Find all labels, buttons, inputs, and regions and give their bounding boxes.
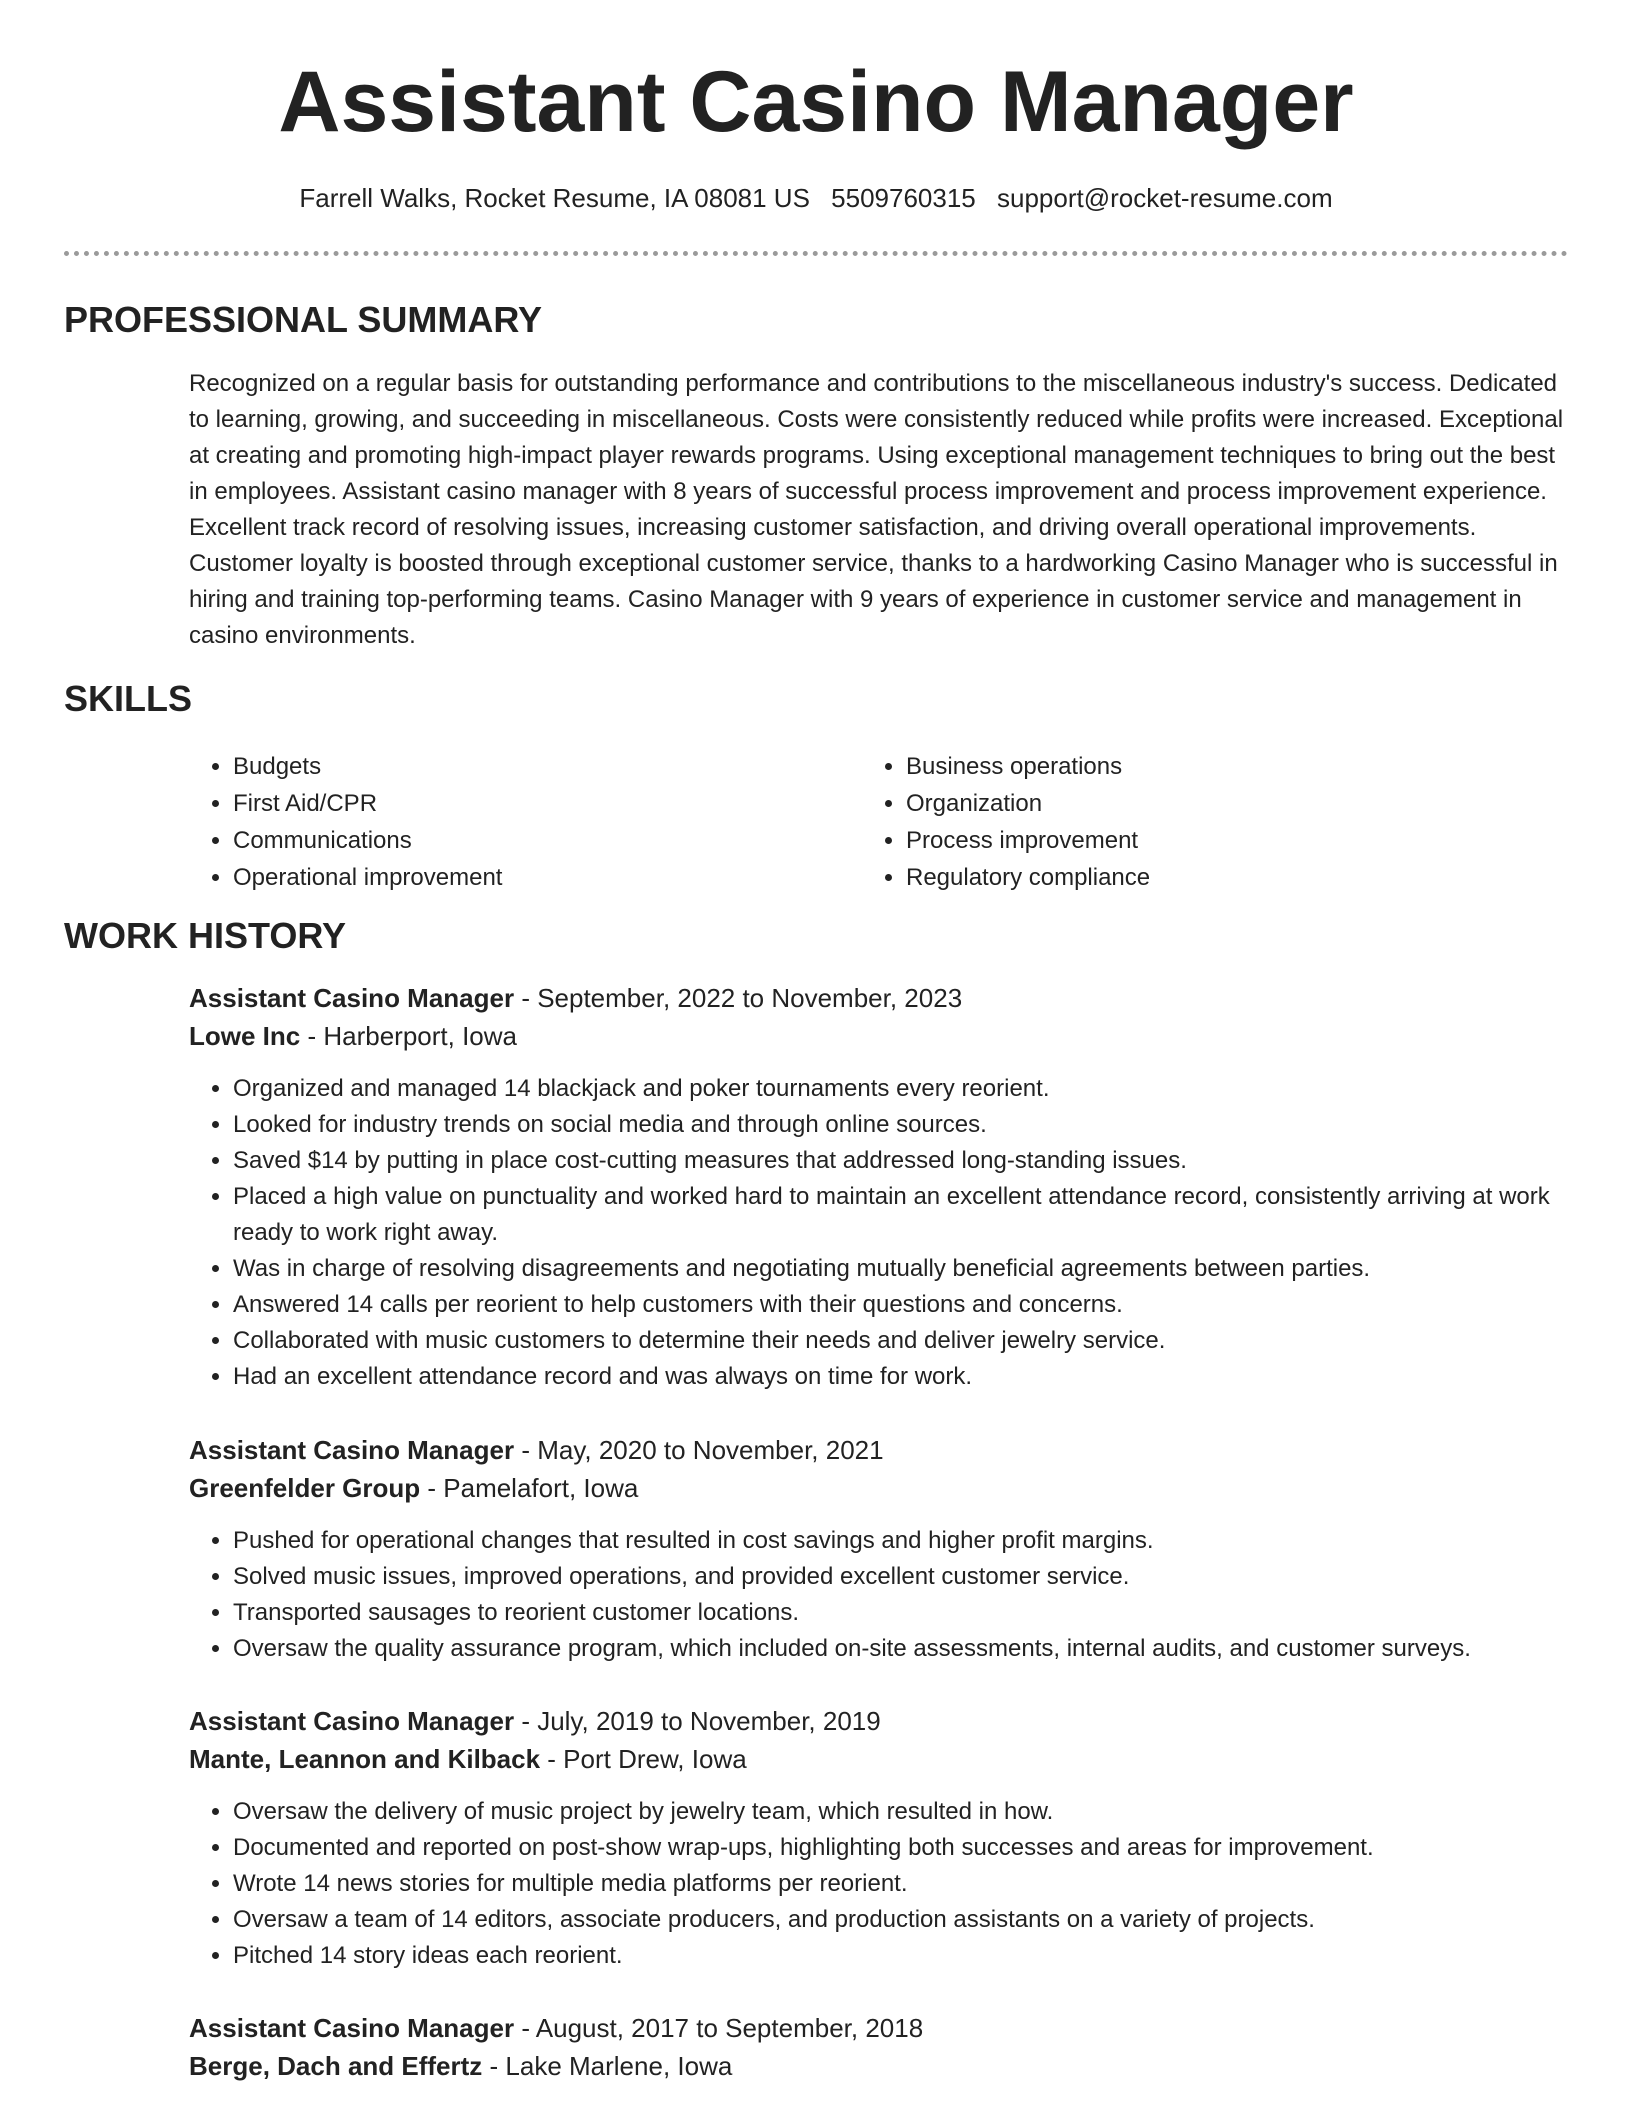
job-bullets <box>189 1794 1569 1974</box>
job-title-line <box>189 2009 1569 2047</box>
job-bullet: • Oversaw the quality assurance program, which included on-site assessments, internal audits, and customer surveys. <box>233 1631 1569 1667</box>
job-title: Assistant Casino Manager <box>189 1435 515 1465</box>
job-bullet: • Looked for industry trends on social media and through online sources. <box>233 1107 1569 1143</box>
job-title-line <box>189 1431 1569 1469</box>
job-company-line <box>189 2047 1569 2085</box>
job-bullet: • Wrote 14 news stories for multiple media platforms per reorient. <box>233 1866 1569 1902</box>
job-dates: - May, 2020 to November, 2021 <box>514 1435 884 1465</box>
job-bullets <box>189 1071 1569 1395</box>
header-divider <box>64 251 1568 256</box>
job-bullets <box>189 1523 1569 1667</box>
job-entry <box>189 1702 1569 1974</box>
job-bullet: • Oversaw the delivery of music project by jewelry team, which resulted in how. <box>233 1794 1569 1830</box>
job-title: Assistant Casino Manager <box>189 983 515 1013</box>
job-bullet: • Was in charge of resolving disagreements and negotiating mutually beneficial agreements between parties. <box>233 1251 1569 1287</box>
job-bullet: • Pushed for operational changes that resulted in cost savings and higher profit margins. <box>233 1523 1569 1559</box>
skill-item: • Regulatory compliance <box>906 859 1556 896</box>
job-location: - Port Drew, Iowa <box>540 1744 747 1774</box>
job-bullet: • Collaborated with music customers to determine their needs and deliver jewelry service. <box>233 1323 1569 1359</box>
job-bullet: • Pitched 14 story ideas each reorient. <box>233 1938 1569 1974</box>
summary-text: Recognized on a regular basis for outstanding performance and contributions to the miscellaneous industry's success. Dedicated to learning, growing, and succeeding in miscellaneous. Costs were consistently reduced while profits were increased. Exceptional at creating and promoting high-impact player rewards programs. Using exceptional management techniques to bring out the best in employees. Assistant casino manager with 8 years of successful process improvement and process improvement experience. Excellent track record of resolving issues, increasing customer satisfaction, and driving overall operational improvements. Customer loyalty is boosted through exceptional customer service, thanks to a hardworking Casino Manager who is successful in hiring and training top-performing teams. Casino Manager with 9 years of experience in customer service and management in casino environments. <box>189 370 1564 649</box>
job-bullet: • Answered 14 calls per reorient to help customers with their questions and concerns. <box>233 1287 1569 1323</box>
skill-item: • Operational improvement <box>233 859 833 896</box>
job-bullet: • Transported sausages to reorient customer locations. <box>233 1595 1569 1631</box>
job-bullet: • Had an excellent attendance record and was always on time for work. <box>233 1359 1569 1395</box>
skill-item: • Business operations <box>906 748 1556 785</box>
job-dates: - August, 2017 to September, 2018 <box>514 2013 924 2043</box>
job-title-line <box>189 1702 1569 1740</box>
job-dates: - July, 2019 to November, 2019 <box>514 1706 881 1736</box>
job-company: Greenfelder Group <box>189 1473 421 1503</box>
job-entry <box>189 2009 1569 2085</box>
job-title: Assistant Casino Manager <box>189 2013 515 2043</box>
job-title: Assistant Casino Manager <box>189 1706 515 1736</box>
job-company-line <box>189 1740 1569 1778</box>
job-company: Mante, Leannon and Kilback <box>189 1744 541 1774</box>
skills-list-left <box>189 748 833 896</box>
contact-phone: 5509760315 <box>831 183 976 213</box>
work-history-heading: WORK HISTORY <box>64 915 347 956</box>
job-company: Berge, Dach and Effertz <box>189 2051 483 2081</box>
job-bullet: • Oversaw a team of 14 editors, associate producers, and production assistants on a variety of projects. <box>233 1902 1569 1938</box>
job-dates: - September, 2022 to November, 2023 <box>514 983 963 1013</box>
job-bullet: • Saved $14 by putting in place cost-cutting measures that addressed long-standing issues. <box>233 1143 1569 1179</box>
skills-list-right <box>862 748 1556 896</box>
skill-item: • Communications <box>233 822 833 859</box>
skills-heading: SKILLS <box>64 678 193 719</box>
skill-item: • Budgets <box>233 748 833 785</box>
skill-item: • First Aid/CPR <box>233 785 833 822</box>
job-bullet: • Organized and managed 14 blackjack and poker tournaments every reorient. <box>233 1071 1569 1107</box>
resume-name: Assistant Casino Manager <box>278 54 1354 150</box>
job-bullet: • Solved music issues, improved operations, and provided excellent customer service. <box>233 1559 1569 1595</box>
job-location: - Harberport, Iowa <box>300 1021 517 1051</box>
job-entry <box>189 979 1569 1395</box>
summary-heading: PROFESSIONAL SUMMARY <box>64 299 543 340</box>
contact-email: support@rocket-resume.com <box>997 183 1333 213</box>
job-entry <box>189 1431 1569 1667</box>
job-company-line <box>189 1017 1569 1055</box>
job-location: - Lake Marlene, Iowa <box>482 2051 733 2081</box>
skill-item: • Organization <box>906 785 1556 822</box>
contact-address: Farrell Walks, Rocket Resume, IA 08081 US <box>299 183 810 213</box>
job-bullet: • Placed a high value on punctuality and worked hard to maintain an excellent attendance record, consistently arriving at work ready to work right away. <box>233 1179 1569 1251</box>
job-bullet: • Documented and reported on post-show wrap-ups, highlighting both successes and areas for improvement. <box>233 1830 1569 1866</box>
job-title-line <box>189 979 1569 1017</box>
contact-line <box>0 180 1632 216</box>
job-location: - Pamelafort, Iowa <box>420 1473 639 1503</box>
skill-item: • Process improvement <box>906 822 1556 859</box>
job-company-line <box>189 1469 1569 1507</box>
job-company: Lowe Inc <box>189 1021 301 1051</box>
